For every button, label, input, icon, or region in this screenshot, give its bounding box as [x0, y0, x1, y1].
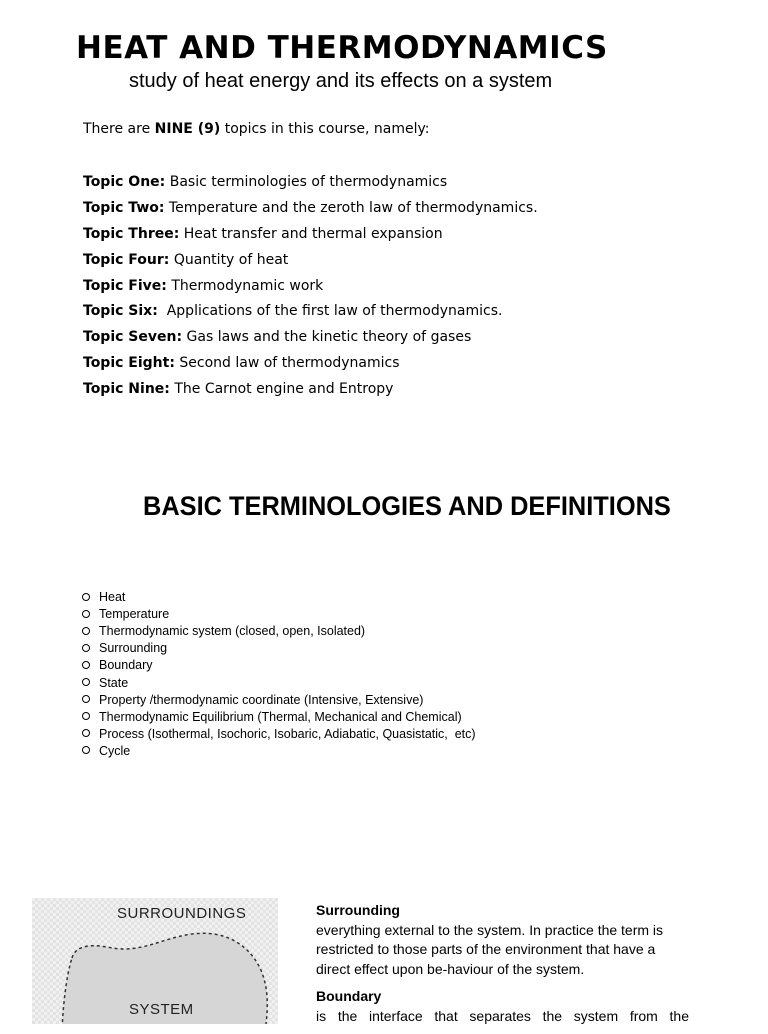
topic-label: Topic Nine:: [83, 381, 170, 398]
topic-item: [83, 379, 538, 405]
topic-text: Temperature and the zeroth law of thermodynamics.: [164, 199, 538, 216]
topic-text: Applications of the first law of thermodynamics.: [157, 303, 503, 320]
topic-item: [83, 198, 538, 224]
page-title: HEAT AND THERMODYNAMICS: [76, 30, 608, 66]
surrounding-definition: everything external to the system. In practice the term is restricted to those parts of the environment that have a direct effect upon be-haviour of the system.: [316, 921, 664, 977]
circle-bullet-icon: [82, 593, 90, 601]
circle-bullet-icon: [82, 661, 90, 669]
topic-text: Gas laws and the kinetic theory of gases: [182, 329, 472, 346]
topic-label: Topic Eight:: [83, 355, 175, 372]
list-item: [82, 692, 476, 709]
topic-label: Topic Three:: [83, 225, 180, 242]
system-label: SYSTEM: [129, 1001, 194, 1018]
topic-label: Topic Five:: [83, 277, 167, 294]
boundary-term: Boundary: [316, 988, 382, 1004]
list-item: [82, 674, 476, 691]
term-text: Process (Isothermal, Isochoric, Isobaric, Adiabatic, Quasistatic, etc): [99, 726, 476, 741]
circle-bullet-icon: [82, 644, 90, 652]
system-surroundings-diagram: [32, 898, 278, 1024]
circle-bullet-icon: [82, 627, 90, 635]
topic-item: [83, 224, 538, 250]
topic-item: [83, 250, 538, 276]
intro-suffix: topics in this course, namely:: [220, 121, 430, 137]
intro-count: NINE (9): [154, 121, 221, 137]
topic-text: Thermodynamic work: [166, 277, 324, 294]
list-item: [82, 657, 476, 674]
topic-label: Topic Four:: [83, 251, 170, 268]
topic-item: [83, 301, 538, 327]
section-heading: BASIC TERMINOLOGIES AND DEFINITIONS: [143, 491, 671, 521]
circle-bullet-icon: [82, 712, 90, 720]
surrounding-term: Surrounding: [316, 902, 400, 918]
topic-text: The Carnot engine and Entropy: [169, 381, 394, 398]
term-text: Property /thermodynamic coordinate (Intensive, Extensive): [99, 692, 424, 707]
term-text: Surrounding: [99, 641, 168, 656]
topic-text: Basic terminologies of thermodynamics: [165, 174, 448, 190]
page-subtitle: study of heat energy and its effects on a system: [129, 70, 553, 92]
list-item: [82, 709, 476, 726]
topic-list: [83, 172, 538, 405]
intro-prefix: There are: [83, 121, 155, 137]
terminology-list: [82, 589, 476, 760]
topic-text: Heat transfer and thermal expansion: [179, 225, 443, 242]
term-text: State: [99, 675, 129, 690]
circle-bullet-icon: [82, 746, 90, 754]
list-item: [82, 726, 476, 743]
topic-label: Topic Two:: [83, 199, 165, 216]
list-item: [82, 589, 476, 606]
term-text: Temperature: [99, 607, 170, 622]
boundary-definition: is the interface that separates the system from the: [316, 1007, 689, 1024]
topic-text: Second law of thermodynamics: [174, 355, 400, 372]
term-text: Thermodynamic Equilibrium (Thermal, Mechanical and Chemical): [99, 709, 462, 724]
topic-text: Quantity of heat: [169, 251, 289, 268]
definitions-block: [316, 901, 689, 1034]
term-text: Heat: [99, 590, 126, 605]
topic-item: [83, 327, 538, 353]
list-item: [82, 606, 476, 623]
topic-label: Topic Six:: [83, 303, 158, 320]
topic-item: [83, 276, 538, 302]
term-text: Cycle: [99, 743, 131, 758]
topic-label: Topic One:: [83, 174, 166, 190]
circle-bullet-icon: [82, 729, 90, 737]
circle-bullet-icon: [82, 678, 90, 686]
term-text: Boundary: [99, 658, 153, 673]
surroundings-label: SURROUNDINGS: [117, 905, 247, 922]
list-item: [82, 640, 476, 657]
list-item: [82, 743, 476, 760]
topic-label: Topic Seven:: [83, 329, 183, 346]
circle-bullet-icon: [82, 610, 90, 618]
circle-bullet-icon: [82, 695, 90, 703]
intro-paragraph: [83, 121, 429, 137]
topic-item: [83, 172, 538, 198]
topic-item: [83, 353, 538, 379]
list-item: [82, 623, 476, 640]
term-text: Thermodynamic system (closed, open, Isolated): [99, 624, 366, 639]
